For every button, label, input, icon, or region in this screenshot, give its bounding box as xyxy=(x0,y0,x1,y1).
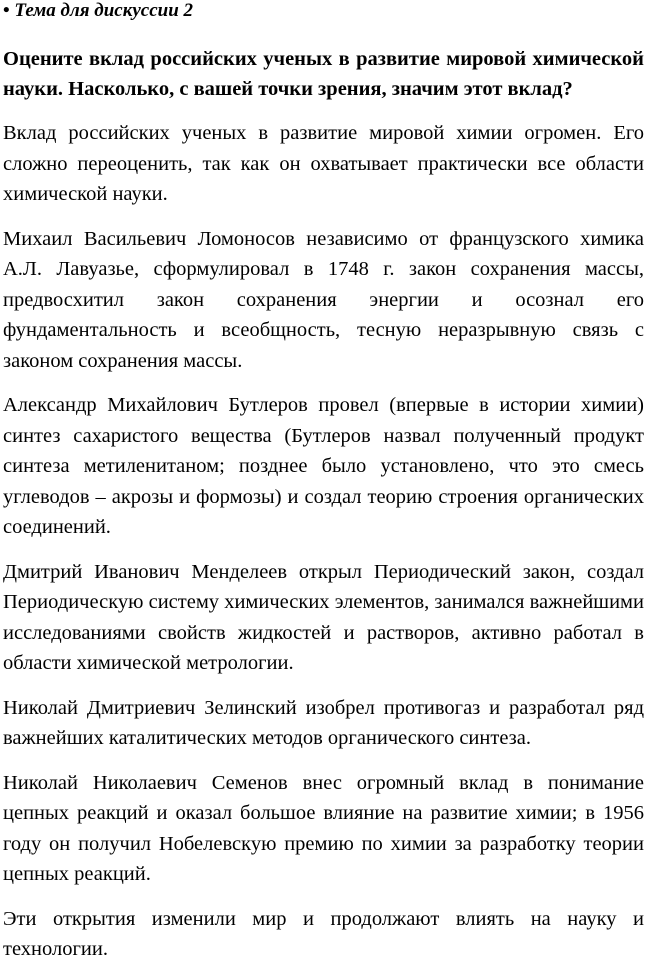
paragraph-conclusion: Эти открытия изменили мир и продолжают влиять на науку и технологии. xyxy=(3,907,644,960)
bullet-icon: • xyxy=(3,0,10,21)
paragraph-butlerov: Александр Михайлович Бутлеров провел (впервые в истории химии) синтез сахаристого вещества (Бутлеров назвал полученный продукт синтеза метиленитаном; позднее было установлено, что это смесь углеводов – акрозы и формозы) и создал теорию строения органических соединений. xyxy=(3,394,644,538)
paragraph-semenov: Николай Николаевич Семенов внес огромный вклад в понимание цепных реакций и оказал большое влияние на развитие химии; в 1956 году он получил Нобелевскую премию по химии за разработку теории цепных реакций. xyxy=(3,771,644,885)
discussion-topic-heading xyxy=(3,0,644,22)
discussion-question: Оцените вклад российских ученых в развитие мировой химической науки. Насколько, с вашей точки зрения, значим этот вклад? xyxy=(3,48,644,100)
paragraph-intro: Вклад российских ученых в развитие мировой химии огромен. Его сложно переоценить, так как он охватывает практически все области химической науки. xyxy=(3,122,644,205)
paragraph-mendeleev: Дмитрий Иванович Менделеев открыл Периодический закон, создал Периодическую систему химических элементов, занимался важнейшими исследованиями свойств жидкостей и растворов, активно работал в области химической метрологии. xyxy=(3,560,644,674)
paragraph-zelinsky: Николай Дмитриевич Зелинский изобрел противогаз и разработал ряд важнейших каталитических методов органического синтеза. xyxy=(3,696,644,749)
paragraph-lomonosov: Михаил Васильевич Ломоносов независимо от французского химика А.Л. Лавуазье, сформулировал в 1748 г. закон сохранения массы, предвосхитил закон сохранения энергии и осознал его фундаментальность и всеобщность, тесную неразрывную связь с законом сохранения массы. xyxy=(3,227,644,372)
topic-title: Тема для дискуссии 2 xyxy=(14,0,194,21)
